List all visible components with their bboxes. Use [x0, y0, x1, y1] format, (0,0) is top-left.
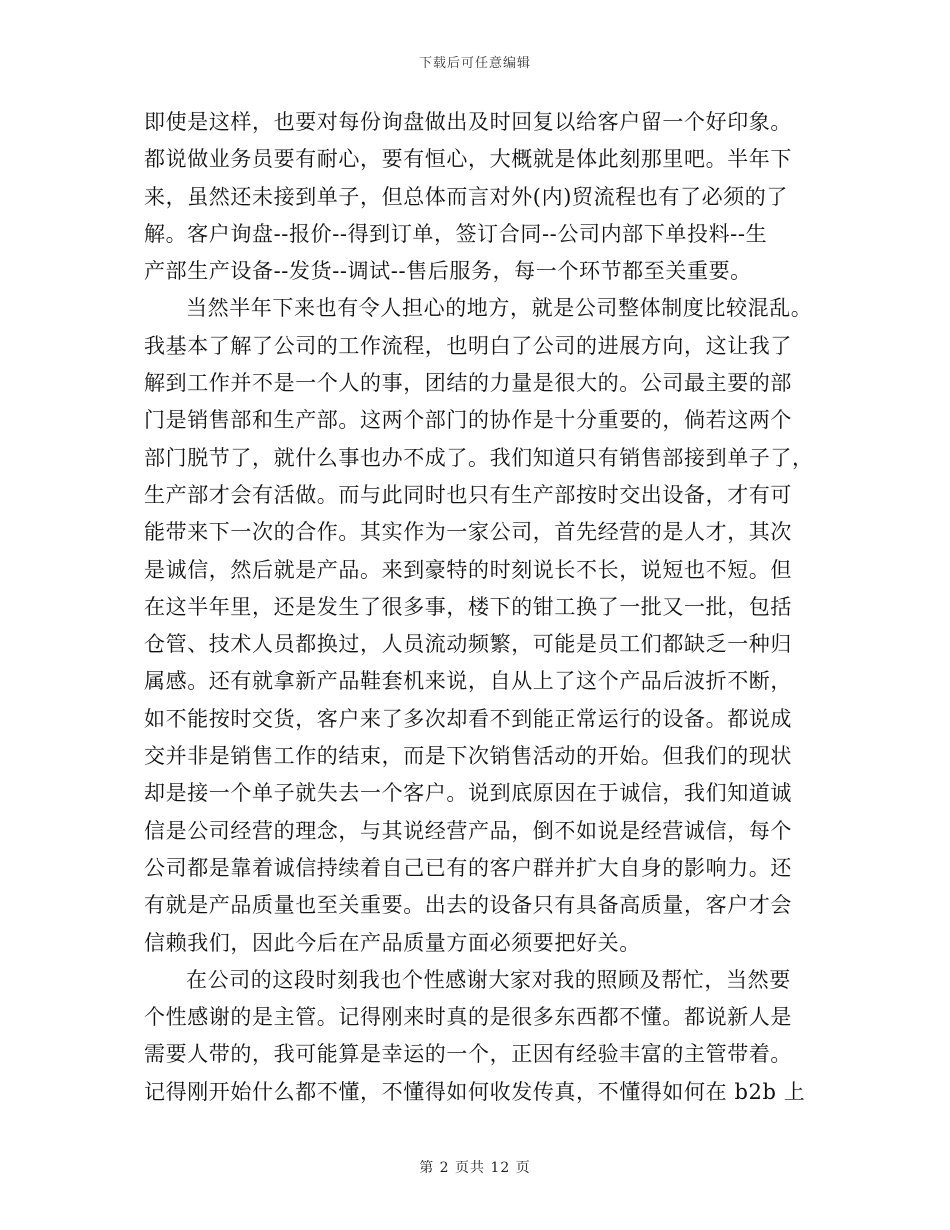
- text-line: 却是接一个单子就失去一个客户。说到底原因在于诚信，我们知道诚: [144, 781, 792, 806]
- text-line: 信赖我们，因此今后在产品质量方面必须要把好关。: [144, 930, 641, 955]
- text-line: 公司都是靠着诚信持续着自己已有的客户群并扩大自身的影响力。还: [144, 855, 792, 880]
- text-line: 在这半年里，还是发生了很多事，楼下的钳工换了一批又一批，包括: [144, 594, 792, 619]
- text-line: 需要人带的，我可能算是幸运的一个，正因有经验丰富的主管带着。: [144, 1042, 792, 1067]
- text-line: 解。客户询盘--报价--得到订单，签订合同--公司内部下单投料--生: [144, 221, 768, 246]
- text-line: 记得刚开始什么都不懂，不懂得如何收发传真，不懂得如何在 b2b 上: [144, 1079, 806, 1104]
- text-line: 仓管、技术人员都换过，人员流动频繁，可能是员工们都缺乏一种归: [144, 632, 792, 657]
- text-line: 产部生产设备--发货--调试--售后服务，每一个环节都至关重要。: [144, 259, 752, 284]
- paragraph-start-line: 在公司的这段时刻我也个性感谢大家对我的照顾及帮忙，当然要: [186, 967, 791, 992]
- page-header: 下载后可任意编辑: [418, 56, 531, 71]
- page-number-footer: 第 2 页共 12 页: [419, 1160, 531, 1176]
- text-line: 属感。还有就拿新产品鞋套机来说，自从上了这个产品后波折不断，: [144, 669, 792, 694]
- text-line: 部门脱节了，就什么事也办不成了。我们知道只有销售部接到单子了，: [144, 445, 814, 470]
- text-line: 有就是产品质量也至关重要。出去的设备只有具备高质量，客户才会: [144, 893, 792, 918]
- text-line: 我基本了解了公司的工作流程，也明白了公司的进展方向，这让我了: [144, 333, 792, 358]
- text-line: 交并非是销售工作的结束，而是下次销售活动的开始。但我们的现状: [144, 744, 792, 769]
- text-line: 个性感谢的是主管。记得刚来时真的是很多东西都不懂。都说新人是: [144, 1005, 792, 1030]
- text-line: 即使是这样，也要对每份询盘做出及时回复以给客户留一个好印象。: [144, 110, 792, 134]
- text-line: 是诚信，然后就是产品。来到豪特的时刻说长不长，说短也不短。但: [144, 557, 792, 582]
- text-line: 解到工作并不是一个人的事，团结的力量是很大的。公司最主要的部: [144, 371, 792, 396]
- text-line: 能带来下一次的合作。其实作为一家公司，首先经营的是人才，其次: [144, 520, 792, 545]
- document-body: [144, 104, 814, 1111]
- text-line: 生产部才会有活做。而与此同时也只有生产部按时交出设备，才有可: [144, 482, 792, 507]
- text-line: 门是销售部和生产部。这两个部门的协作是十分重要的，倘若这两个: [144, 408, 792, 433]
- text-line: 来，虽然还未接到单子，但总体而言对外(内)贸流程也有了必须的了: [144, 184, 788, 209]
- paragraph-start-line: 当然半年下来也有令人担心的地方，就是公司整体制度比较混乱。: [186, 296, 813, 321]
- text-line: 信是公司经营的理念，与其说经营产品，倒不如说是经营诚信，每个: [144, 818, 792, 843]
- text-line: 都说做业务员要有耐心，要有恒心，大概就是体此刻那里吧。半年下: [144, 147, 792, 172]
- text-line: 如不能按时交货，客户来了多次却看不到能正常运行的设备。都说成: [144, 706, 792, 731]
